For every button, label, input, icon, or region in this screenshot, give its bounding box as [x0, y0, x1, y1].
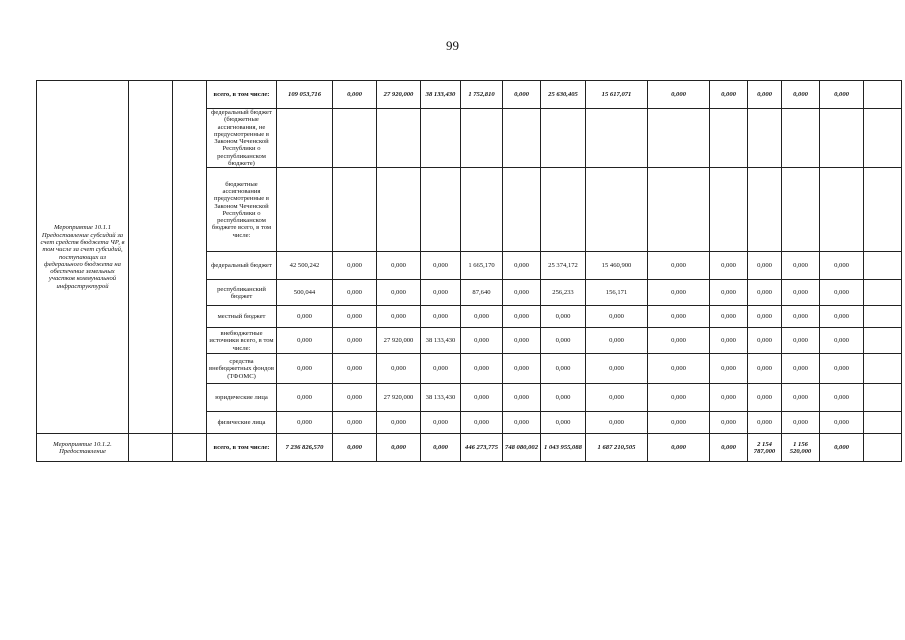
value-cell: 38 133,430	[421, 384, 461, 412]
value-cell	[503, 168, 541, 252]
value-cell: 1 043 955,088	[541, 434, 586, 462]
value-cell: 0,000	[377, 306, 421, 328]
value-cell: 0,000	[820, 280, 864, 306]
value-cell: 748 080,002	[503, 434, 541, 462]
page-number: 99	[446, 38, 459, 53]
value-cell: 0,000	[421, 306, 461, 328]
value-cell	[503, 109, 541, 168]
value-cell: 0,000	[461, 328, 503, 354]
funding-source-cell: всего, в том числе:	[207, 81, 277, 109]
value-cell: 0,000	[503, 306, 541, 328]
value-cell	[333, 168, 377, 252]
value-cell: 7 236 826,570	[277, 434, 333, 462]
value-cell: 0,000	[748, 252, 782, 280]
value-cell: 1 687 210,505	[586, 434, 648, 462]
value-cell: 0,000	[648, 354, 710, 384]
value-cell: 0,000	[421, 280, 461, 306]
value-cell: 38 133,430	[421, 328, 461, 354]
empty-cell	[864, 306, 902, 328]
value-cell	[782, 168, 820, 252]
value-cell: 0,000	[710, 412, 748, 434]
value-cell: 25 630,405	[541, 81, 586, 109]
value-cell: 0,000	[586, 412, 648, 434]
value-cell: 0,000	[748, 306, 782, 328]
value-cell: 0,000	[586, 328, 648, 354]
value-cell: 0,000	[782, 280, 820, 306]
value-cell: 0,000	[541, 306, 586, 328]
value-cell	[586, 168, 648, 252]
value-cell	[820, 168, 864, 252]
value-cell: 1 752,810	[461, 81, 503, 109]
value-cell: 0,000	[648, 81, 710, 109]
value-cell: 0,000	[333, 81, 377, 109]
value-cell: 0,000	[820, 328, 864, 354]
empty-cell	[864, 354, 902, 384]
value-cell: 0,000	[377, 252, 421, 280]
value-cell: 0,000	[377, 412, 421, 434]
empty-cell	[864, 434, 902, 462]
budget-table	[36, 80, 902, 462]
funding-source-cell: местный бюджет	[207, 306, 277, 328]
value-cell: 0,000	[710, 434, 748, 462]
value-cell	[333, 109, 377, 168]
funding-source-cell: физические лица	[207, 412, 277, 434]
value-cell: 0,000	[820, 354, 864, 384]
empty-cell	[129, 434, 173, 462]
value-cell: 0,000	[333, 354, 377, 384]
value-cell: 1 665,170	[461, 252, 503, 280]
value-cell: 446 273,775	[461, 434, 503, 462]
value-cell: 109 053,716	[277, 81, 333, 109]
value-cell: 0,000	[710, 328, 748, 354]
value-cell: 0,000	[586, 384, 648, 412]
empty-cell	[864, 328, 902, 354]
value-cell: 0,000	[748, 412, 782, 434]
value-cell: 0,000	[782, 252, 820, 280]
value-cell	[377, 109, 421, 168]
value-cell: 0,000	[503, 354, 541, 384]
value-cell: 0,000	[648, 434, 710, 462]
value-cell: 0,000	[710, 280, 748, 306]
funding-source-cell: внебюджетные источники всего, в том числе:	[207, 328, 277, 354]
value-cell	[377, 168, 421, 252]
empty-cell	[864, 109, 902, 168]
value-cell: 0,000	[377, 434, 421, 462]
value-cell	[461, 168, 503, 252]
value-cell: 256,233	[541, 280, 586, 306]
value-cell: 0,000	[333, 280, 377, 306]
value-cell	[820, 109, 864, 168]
value-cell: 0,000	[503, 252, 541, 280]
value-cell: 0,000	[710, 81, 748, 109]
value-cell: 0,000	[586, 354, 648, 384]
value-cell	[648, 109, 710, 168]
value-cell: 0,000	[277, 354, 333, 384]
value-cell	[421, 109, 461, 168]
value-cell: 0,000	[503, 328, 541, 354]
value-cell	[648, 168, 710, 252]
value-cell	[586, 109, 648, 168]
funding-source-cell: федеральный бюджет	[207, 252, 277, 280]
value-cell: 0,000	[503, 384, 541, 412]
value-cell: 0,000	[782, 81, 820, 109]
value-cell: 0,000	[748, 280, 782, 306]
value-cell	[710, 109, 748, 168]
value-cell: 0,000	[277, 384, 333, 412]
value-cell: 0,000	[782, 384, 820, 412]
value-cell: 15 617,071	[586, 81, 648, 109]
table-row	[37, 81, 902, 109]
funding-source-cell: республиканский бюджет	[207, 280, 277, 306]
value-cell: 0,000	[503, 280, 541, 306]
value-cell: 0,000	[748, 354, 782, 384]
value-cell: 0,000	[820, 252, 864, 280]
value-cell: 0,000	[333, 328, 377, 354]
value-cell: 0,000	[541, 384, 586, 412]
value-cell: 0,000	[421, 354, 461, 384]
value-cell	[748, 168, 782, 252]
value-cell: 0,000	[648, 306, 710, 328]
value-cell: 1 156 520,000	[782, 434, 820, 462]
value-cell: 0,000	[277, 412, 333, 434]
value-cell: 0,000	[648, 280, 710, 306]
value-cell: 0,000	[820, 306, 864, 328]
value-cell: 0,000	[377, 280, 421, 306]
value-cell: 0,000	[782, 306, 820, 328]
value-cell: 0,000	[648, 384, 710, 412]
value-cell: 0,000	[820, 384, 864, 412]
funding-source-cell: всего, в том числе:	[207, 434, 277, 462]
value-cell: 38 133,430	[421, 81, 461, 109]
value-cell: 0,000	[820, 434, 864, 462]
value-cell: 0,000	[277, 328, 333, 354]
value-cell: 0,000	[541, 412, 586, 434]
value-cell: 0,000	[648, 328, 710, 354]
value-cell	[748, 109, 782, 168]
value-cell: 27 920,000	[377, 384, 421, 412]
value-cell: 0,000	[586, 306, 648, 328]
value-cell: 0,000	[503, 412, 541, 434]
value-cell: 2 154 787,000	[748, 434, 782, 462]
value-cell: 0,000	[820, 81, 864, 109]
event-name-cell: Мероприятие 10.1.2. Предоставление	[37, 434, 129, 462]
empty-cell	[173, 81, 207, 434]
value-cell: 0,000	[461, 384, 503, 412]
value-cell: 27 920,000	[377, 81, 421, 109]
empty-cell	[129, 81, 173, 434]
value-cell: 15 460,900	[586, 252, 648, 280]
value-cell: 0,000	[461, 306, 503, 328]
value-cell	[277, 109, 333, 168]
value-cell: 0,000	[333, 384, 377, 412]
value-cell: 0,000	[461, 354, 503, 384]
value-cell: 0,000	[710, 354, 748, 384]
value-cell: 0,000	[541, 354, 586, 384]
value-cell: 0,000	[461, 412, 503, 434]
value-cell	[421, 168, 461, 252]
value-cell: 0,000	[710, 252, 748, 280]
value-cell: 0,000	[421, 412, 461, 434]
value-cell: 0,000	[277, 306, 333, 328]
table-row	[37, 434, 902, 462]
value-cell: 0,000	[333, 412, 377, 434]
value-cell: 0,000	[782, 328, 820, 354]
value-cell: 0,000	[333, 434, 377, 462]
value-cell: 0,000	[648, 252, 710, 280]
empty-cell	[864, 412, 902, 434]
value-cell	[541, 109, 586, 168]
value-cell: 25 374,172	[541, 252, 586, 280]
value-cell: 0,000	[710, 384, 748, 412]
funding-source-cell: бюджетные ассигнования предусмотренные в Законом Чеченской Республики о республиканском бюджете всего, в том числе:	[207, 168, 277, 252]
empty-cell	[864, 280, 902, 306]
value-cell: 0,000	[541, 328, 586, 354]
value-cell: 0,000	[820, 412, 864, 434]
empty-cell	[864, 168, 902, 252]
value-cell: 0,000	[377, 354, 421, 384]
value-cell: 0,000	[648, 412, 710, 434]
value-cell	[461, 109, 503, 168]
value-cell: 0,000	[782, 412, 820, 434]
funding-source-cell: средства внебюджетных фондов (ТФОМС)	[207, 354, 277, 384]
value-cell	[710, 168, 748, 252]
value-cell: 87,640	[461, 280, 503, 306]
value-cell: 27 920,000	[377, 328, 421, 354]
value-cell: 0,000	[333, 306, 377, 328]
value-cell: 0,000	[782, 354, 820, 384]
value-cell: 0,000	[748, 328, 782, 354]
funding-source-cell: юридические лица	[207, 384, 277, 412]
empty-cell	[864, 81, 902, 109]
value-cell: 0,000	[748, 81, 782, 109]
value-cell: 0,000	[503, 81, 541, 109]
funding-source-cell: федеральный бюджет (бюджетные ассигнования, не предусмотренные в Законом Чеченской Республики о республиканском бюджете)	[207, 109, 277, 168]
value-cell: 0,000	[748, 384, 782, 412]
value-cell: 42 500,242	[277, 252, 333, 280]
value-cell	[541, 168, 586, 252]
value-cell: 0,000	[421, 434, 461, 462]
value-cell	[782, 109, 820, 168]
value-cell: 0,000	[421, 252, 461, 280]
empty-cell	[173, 434, 207, 462]
event-name-cell: Мероприятие 10.1.1 Предоставление субсидий за счет средств бюджета ЧР, в том числе за счет субсидий, поступающих из федерального бюджета на обеспечение земельных участков коммунальной инфраструктурой	[37, 81, 129, 434]
empty-cell	[864, 252, 902, 280]
empty-cell	[864, 384, 902, 412]
value-cell	[277, 168, 333, 252]
value-cell: 500,044	[277, 280, 333, 306]
value-cell: 0,000	[333, 252, 377, 280]
value-cell: 156,171	[586, 280, 648, 306]
value-cell: 0,000	[710, 306, 748, 328]
